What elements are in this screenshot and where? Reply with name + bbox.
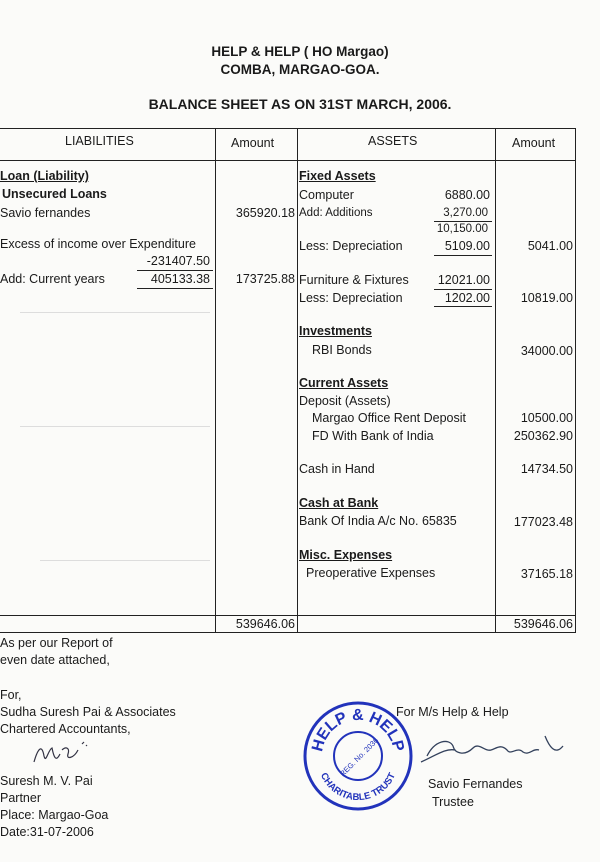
furniture-label: Furniture & Fixtures <box>299 273 409 287</box>
for-ms-help-label: For M/s Help & Help <box>396 705 509 719</box>
stamp-reg-number: REG. No. 2036 <box>337 735 381 779</box>
excess-income-label: Excess of income over Expenditure <box>0 237 196 251</box>
boi-account-label: Bank Of India A/c No. 65835 <box>299 514 457 528</box>
preoperative-amount: 37165.18 <box>520 567 573 581</box>
less-depreciation-label: Less: Depreciation <box>299 239 403 253</box>
loan-heading: Loan (Liability) <box>0 169 89 183</box>
computer-label: Computer <box>299 188 354 202</box>
col-header-amount-right: Amount <box>512 136 556 150</box>
add-additions-label: Add: Additions <box>299 207 373 219</box>
additions-value: 3,270.00 <box>443 207 488 219</box>
excess-total-amount: 173725.88 <box>235 272 295 286</box>
trust-stamp <box>302 700 414 812</box>
stamp-text-top: HELP & HELP <box>309 706 407 754</box>
auditor-signature <box>30 736 110 768</box>
add-current-years-value: 405133.38 <box>150 272 210 286</box>
computer-net-amount: 5041.00 <box>527 239 573 253</box>
boi-account-amount: 177023.48 <box>513 515 573 529</box>
col-header-liabilities: LIABILITIES <box>65 134 134 148</box>
computer-subtotal: 10,150.00 <box>436 223 488 235</box>
rbi-bonds-label: RBI Bonds <box>312 343 372 357</box>
auditor-title: Chartered Accountants, <box>0 722 131 736</box>
less-depreciation-furniture-label: Less: Depreciation <box>299 291 403 305</box>
place-label: Place: Margao-Goa <box>0 808 109 822</box>
current-assets-heading: Current Assets <box>299 376 389 390</box>
auditor-firm: Sudha Suresh Pai & Associates <box>0 705 176 719</box>
report-line-1: As per our Report of <box>0 636 113 650</box>
deposit-label: Deposit (Assets) <box>299 394 391 408</box>
cash-at-bank-heading: Cash at Bank <box>299 496 379 510</box>
rent-deposit-label: Margao Office Rent Deposit <box>312 411 467 425</box>
rbi-bonds-amount: 34000.00 <box>520 344 573 358</box>
misc-expenses-heading: Misc. Expenses <box>299 548 393 562</box>
stamp-text-bottom: CHARITABLE TRUST <box>317 771 399 804</box>
furniture-depreciation-value: 1202.00 <box>444 291 490 305</box>
org-address: COMBA, MARGAO-GOA. <box>220 62 380 77</box>
svg-text:CHARITABLE TRUST <box>318 771 398 803</box>
trustee-signature <box>415 726 575 774</box>
fd-label: FD With Bank of India <box>312 429 434 443</box>
add-current-years-label: Add: Current years <box>0 272 105 286</box>
cash-in-hand-label: Cash in Hand <box>299 462 375 476</box>
unsecured-loans-heading: Unsecured Loans <box>2 187 107 201</box>
furniture-net-amount: 10819.00 <box>520 291 573 305</box>
total-liabilities: 539646.06 <box>235 617 295 631</box>
preoperative-label: Preoperative Expenses <box>306 566 436 580</box>
savio-loan-amount: 365920.18 <box>235 206 295 220</box>
col-header-amount-left: Amount <box>231 136 275 150</box>
furniture-value: 12021.00 <box>437 273 490 287</box>
report-line-2: even date attached, <box>0 653 110 667</box>
date-label: Date:31-07-2006 <box>0 825 94 839</box>
page-title: BALANCE SHEET AS ON 31ST MARCH, 2006. <box>148 96 452 112</box>
for-label: For, <box>0 688 22 702</box>
trustee-name: Savio Fernandes <box>428 777 523 791</box>
auditor-name: Suresh M. V. Pai <box>0 774 93 788</box>
computer-value: 6880.00 <box>444 188 490 202</box>
total-assets: 539646.06 <box>513 617 573 631</box>
col-header-assets: ASSETS <box>368 134 418 148</box>
trustee-title: Trustee <box>432 795 474 809</box>
investments-heading: Investments <box>299 324 372 338</box>
savio-loan-label: Savio fernandes <box>0 206 91 220</box>
fixed-assets-heading: Fixed Assets <box>299 169 376 183</box>
org-name: HELP & HELP ( HO Margao) <box>211 44 389 59</box>
depreciation-value: 5109.00 <box>444 239 490 253</box>
auditor-partner: Partner <box>0 791 41 805</box>
fd-amount: 250362.90 <box>513 429 573 443</box>
rent-deposit-amount: 10500.00 <box>520 411 573 425</box>
excess-income-value: -231407.50 <box>146 254 210 268</box>
cash-in-hand-amount: 14734.50 <box>520 462 573 476</box>
